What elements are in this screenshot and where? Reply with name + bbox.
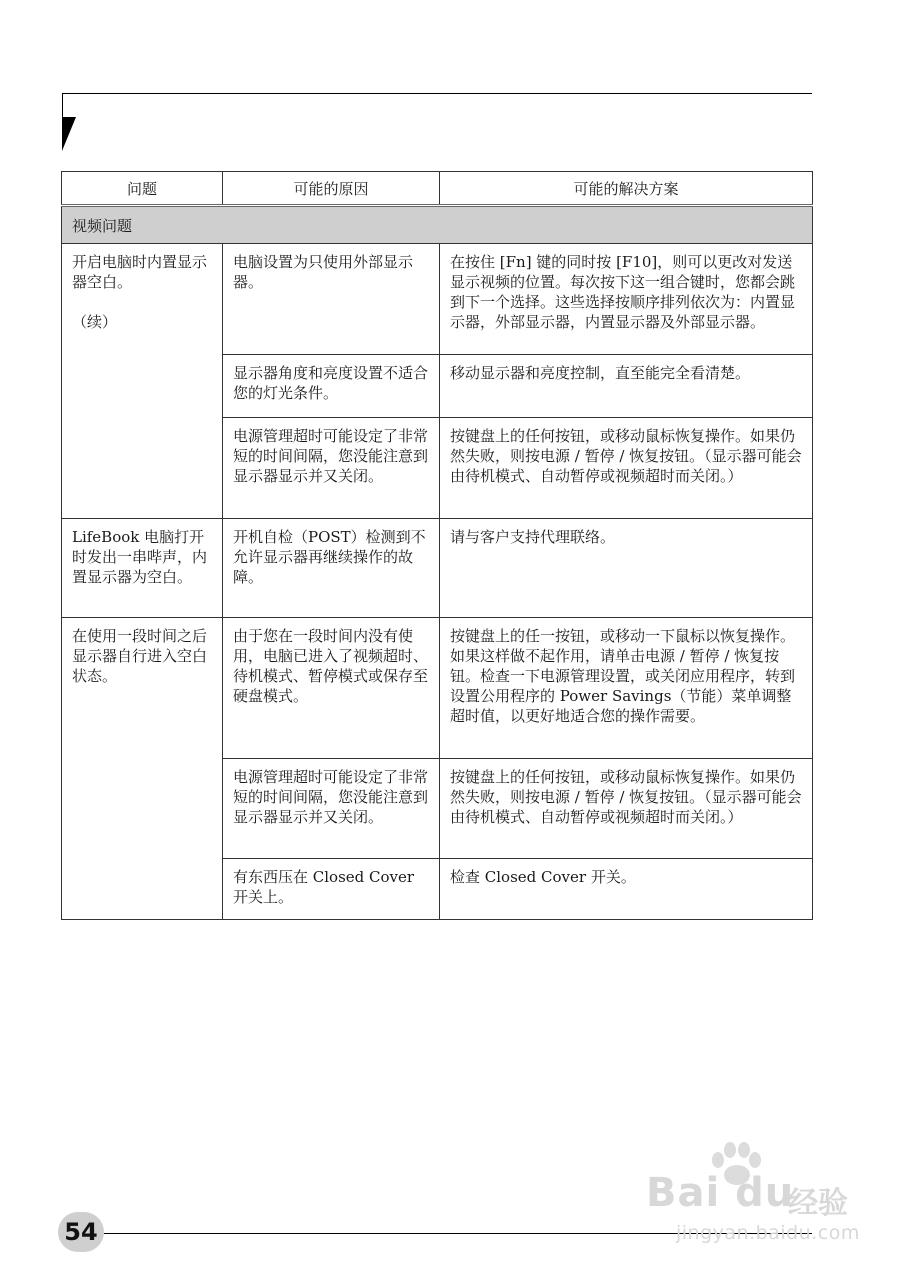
header-solution: 可能的解决方案 [440,172,813,206]
solution-cell: 按键盘上的任何按钮，或移动鼠标恢复操作。如果仍然失败，则按电源 / 暂停 / 恢复按钮。（显示器可能会由待机模式、自动暂停或视频超时而关闭。） [440,759,813,859]
solution-cell: 按键盘上的任一按钮，或移动一下鼠标以恢复操作。如果这样做不起作用，请单击电源 / 暂停 / 恢复按钮。检查一下电源管理设置，或关闭应用程序，转到设置公用程序的 Power Savings（节能）菜单调整超时值，以更好地适合您的操作需要。 [440,618,813,759]
table-row [62,519,813,618]
problem-cell: 在使用一段时间之后显示器自行进入空白状态。 [62,618,223,920]
page-number: 54 [58,1212,104,1252]
cause-cell: 电源管理超时可能设定了非常短的时间间隔，您没能注意到显示器显示并又关闭。 [223,418,440,519]
watermark-url: jingyan.baidu.com [676,1222,860,1244]
cause-cell: 有东西压在 Closed Cover 开关上。 [223,859,440,920]
watermark-logo: Bai du [646,1170,795,1216]
table-header-row [62,172,813,206]
solution-cell: 检查 Closed Cover 开关。 [440,859,813,920]
solution-cell: 在按住 [Fn] 键的同时按 [F10]，则可以更改对发送显示视频的位置。每次按下这一组合键时，您都会跳到下一个选择。这些选择按顺序排列依次为：内置显示器，外部显示器，内置显示器及外部显示器。 [440,244,813,355]
cause-cell: 显示器角度和亮度设置不适合您的灯光条件。 [223,355,440,418]
problem-text: 开启电脑时内置显示器空白。 [72,253,208,291]
cause-cell: 电脑设置为只使用外部显示器。 [223,244,440,355]
cause-cell: 由于您在一段时间内没有使用，电脑已进入了视频超时、待机模式、暂停模式或保存至硬盘模式。 [223,618,440,759]
troubleshooting-table [61,171,813,920]
section-row [62,206,813,244]
problem-cell [62,244,223,519]
header-cause: 可能的原因 [223,172,440,206]
solution-cell: 按键盘上的任何按钮，或移动鼠标恢复操作。如果仍然失败，则按电源 / 暂停 / 恢复按钮。（显示器可能会由待机模式、自动暂停或视频超时而关闭。） [440,418,813,519]
cause-cell: 电源管理超时可能设定了非常短的时间间隔，您没能注意到显示器显示并又关闭。 [223,759,440,859]
solution-cell: 请与客户支持代理联络。 [440,519,813,618]
table-row [62,244,813,355]
baidu-watermark [640,1140,860,1250]
solution-cell: 移动显示器和亮度控制，直至能完全看清楚。 [440,355,813,418]
corner-tab-marker [62,117,76,151]
table-row [62,618,813,759]
problem-cell: LifeBook 电脑打开时发出一串哔声，内置显示器为空白。 [62,519,223,618]
header-rule [62,93,812,94]
continued-note: （续） [72,313,118,331]
watermark-cn: 经验 [788,1186,848,1221]
cause-cell: 开机自检（POST）检测到不允许显示器再继续操作的故障。 [223,519,440,618]
section-title: 视频问题 [62,206,813,244]
header-problem: 问题 [62,172,223,206]
